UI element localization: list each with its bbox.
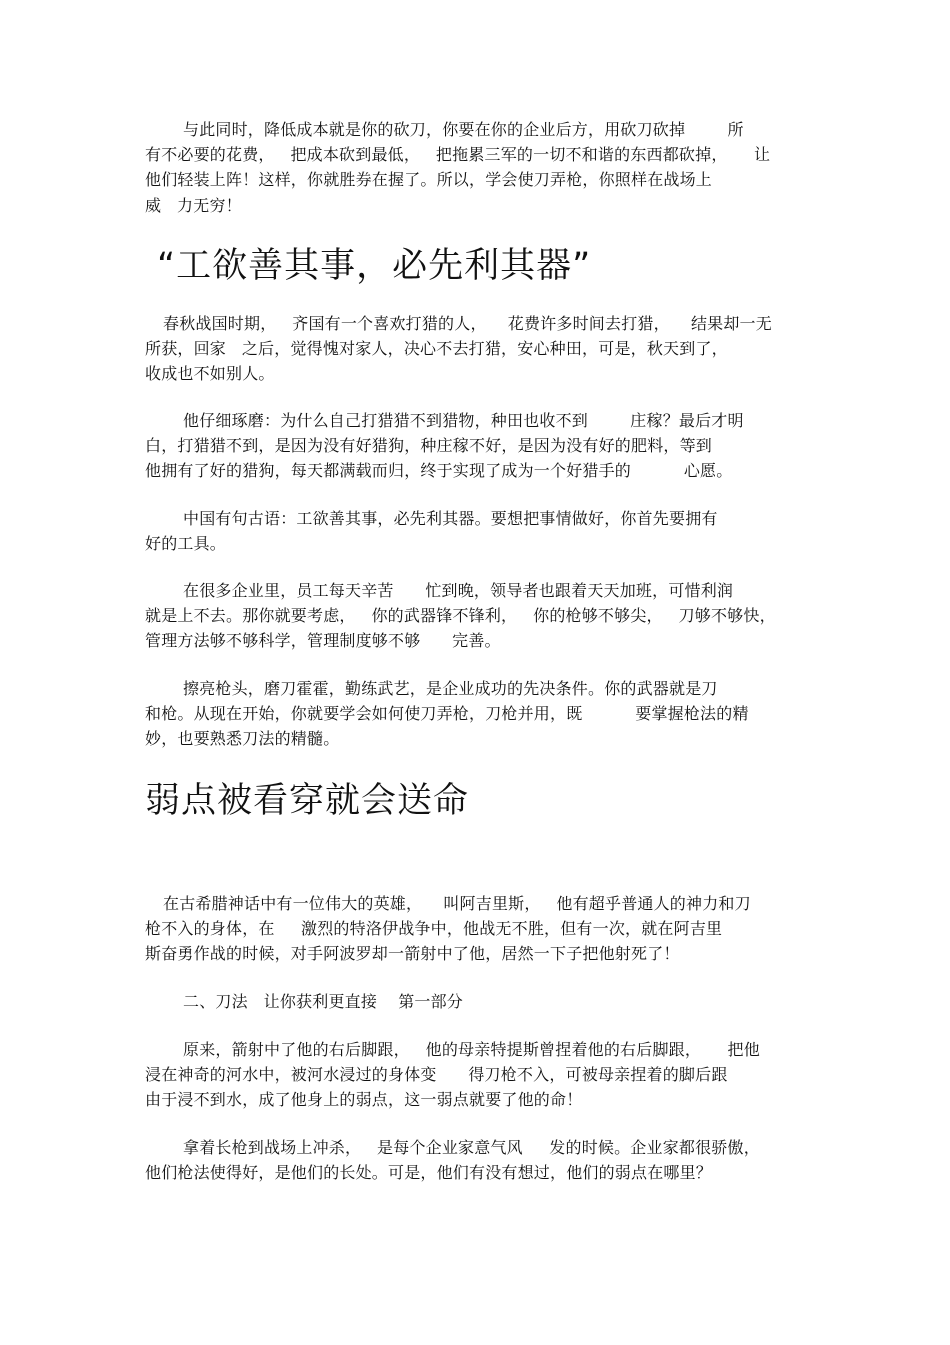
paragraph-line: 妙，也要熟悉刀法的精髓。 [145, 729, 340, 748]
paragraph-line: 与此同时，降低成本就是你的砍刀，你要在你的企业后方，用砍刀砍掉 所 [183, 120, 744, 139]
paragraph-line: 好的工具。 [145, 534, 227, 553]
section-heading: “工欲善其事，必先利其器” [157, 246, 592, 286]
paragraph-line: 拿着长枪到战场上冲杀， 是每个企业家意气风 发的时候。企业家都很骄傲， [183, 1138, 760, 1157]
paragraph-line: 原来，箭射中了他的右后脚跟， 他的母亲特提斯曾捏着他的右后脚跟， 把他 [183, 1040, 760, 1059]
paragraph-line: 在古希腊神话中有一位伟大的英雄， 叫阿吉里斯， 他有超乎普通人的神力和刀 [163, 894, 751, 913]
paragraph-line: 由于浸不到水，成了他身上的弱点，这一弱点就要了他的命！ [145, 1090, 583, 1109]
paragraph-line: 和枪。从现在开始，你就要学会如何使刀弄枪，刀枪并用，既 要掌握枪法的精 [145, 704, 749, 723]
paragraph-line: 擦亮枪头，磨刀霍霍，勤练武艺，是企业成功的先决条件。你的武器就是刀 [183, 679, 718, 698]
paragraph-line: 斯奋勇作战的时候，对手阿波罗却一箭射中了他，居然一下子把他射死了！ [145, 944, 680, 963]
paragraph-line: 浸在神奇的河水中，被河水浸过的身体变 得刀枪不入，可被母亲捏着的脚后跟 [145, 1065, 728, 1084]
paragraph-line: 威 力无穷！ [145, 196, 242, 215]
paragraph-line: 中国有句古语：工欲善其事，必先利其器。要想把事情做好，你首先要拥有 [183, 509, 718, 528]
paragraph-line: 春秋战国时期， 齐国有一个喜欢打猎的人， 花费许多时间去打猎， 结果却一无 [163, 314, 772, 333]
paragraph-line: 有不必要的花费， 把成本砍到最低， 把拖累三军的一切不和谐的东西都砍掉， 让 [145, 145, 771, 164]
paragraph-line: 所获，回家 之后，觉得愧对家人，决心不去打猎，安心种田，可是，秋天到了， [145, 339, 728, 358]
paragraph-line: 白，打猎猎不到，是因为没有好猎狗，种庄稼不好，是因为没有好的肥料，等到 [145, 436, 713, 455]
paragraph-line: 就是上不去。那你就要考虑， 你的武器锋不锋利， 你的枪够不够尖， 刀够不够快， [145, 606, 776, 625]
paragraph-line: 他们枪法使得好，是他们的长处。可是，他们有没有想过，他们的弱点在哪里？ [145, 1163, 713, 1182]
paragraph-line: 他们轻装上阵！这样，你就胜券在握了。所以，学会使刀弄枪，你照样在战场上 [145, 170, 713, 189]
paragraph-line: 管理方法够不够科学，管理制度够不够 完善。 [145, 631, 501, 650]
section-heading: 弱点被看穿就会送命 [145, 781, 470, 821]
paragraph-line: 他拥有了好的猎狗，每天都满载而归，终于实现了成为一个好猎手的 心愿。 [145, 461, 733, 480]
paragraph-line: 他仔细琢磨：为什么自己打猎猎不到猎物，种田也收不到 庄稼？最后才明 [183, 411, 744, 430]
paragraph-line: 二、刀法 让你获利更直接 第一部分 [183, 992, 464, 1011]
paragraph-line: 枪不入的身体，在 激烈的特洛伊战争中，他战无不胜，但有一次，就在阿吉里 [145, 919, 723, 938]
paragraph-line: 在很多企业里，员工每天辛苦 忙到晚，领导者也跟着天天加班，可惜利润 [183, 581, 734, 600]
paragraph-line: 收成也不如别人。 [145, 364, 275, 383]
